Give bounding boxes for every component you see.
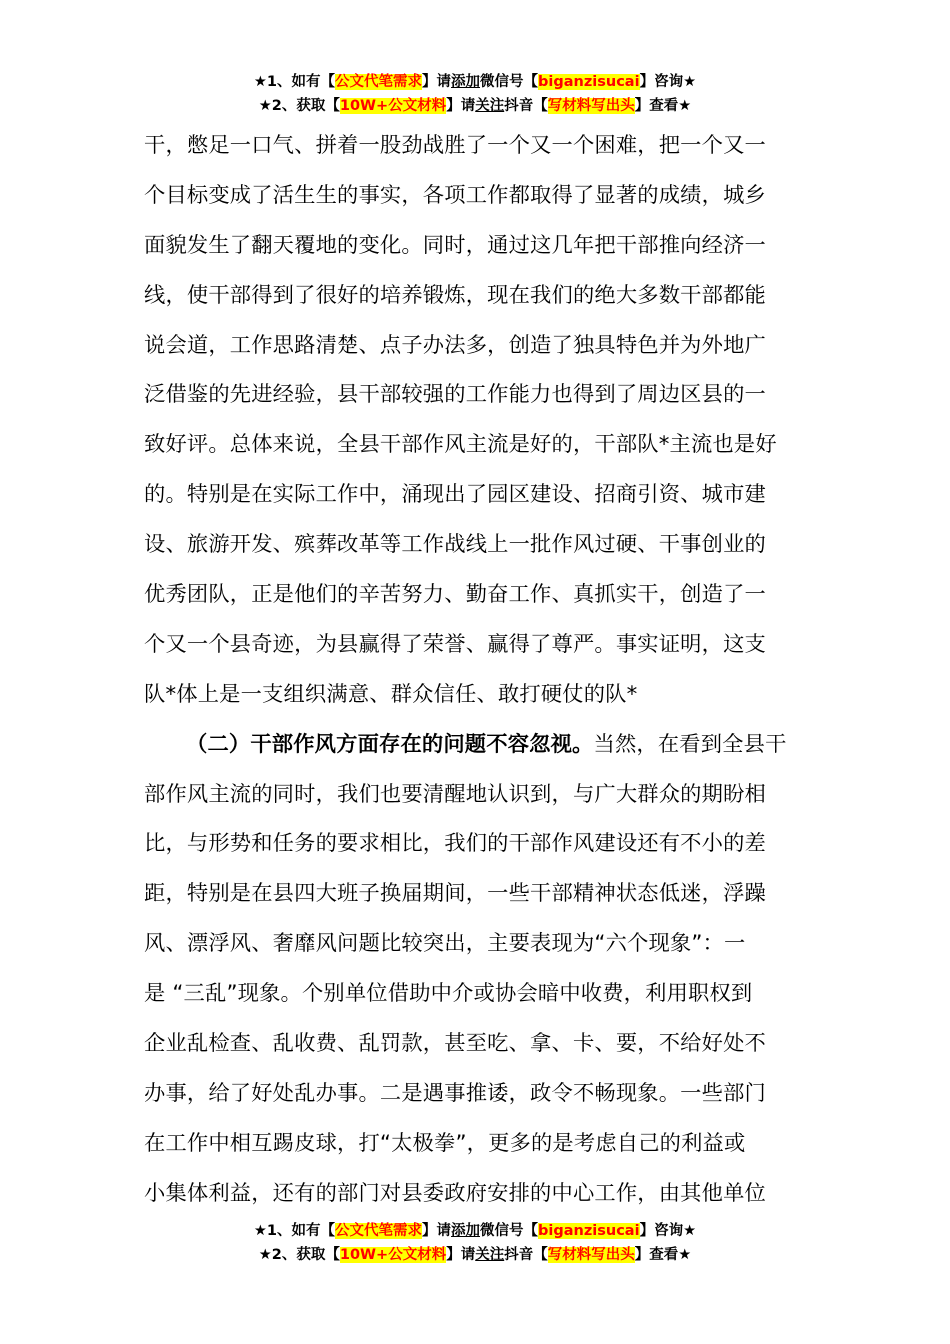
banner-text: 】请 bbox=[422, 74, 452, 90]
banner-highlight: 10W+公文材料 bbox=[339, 1247, 447, 1263]
banner-underlined: 关注 bbox=[475, 98, 505, 114]
body-line: 致好评。总体来说，全县干部作风主流是好的，干部队*主流也是好 bbox=[144, 432, 777, 458]
banner-text: 】请 bbox=[446, 98, 476, 114]
body-line: 距，特别是在县四大班子换届期间，一些干部精神状态低迷，浮躁 bbox=[144, 881, 766, 907]
body-line: 面貌发生了翻天覆地的变化。同时，通过这几年把干部推向经济一 bbox=[144, 232, 766, 258]
banner-highlight: 公文代笔需求 bbox=[335, 1223, 423, 1239]
banner-line-1 bbox=[0, 1219, 950, 1243]
banner-highlight: 10W+公文材料 bbox=[339, 98, 447, 114]
banner-line-1 bbox=[0, 70, 950, 94]
banner-text: 微信号【 bbox=[480, 1223, 539, 1239]
body-line: 干，憋足一口气、拼着一股劲战胜了一个又一个困难，把一个又一 bbox=[144, 133, 766, 158]
body-line: 企业乱检查、乱收费、乱罚款，甚至吃、拿、卡、要，不给好处不 bbox=[144, 1031, 766, 1057]
body-line: 是 “三乱”现象。个别单位借助中介或协会暗中收费，利用职权到 bbox=[144, 981, 753, 1007]
banner-text: 】请 bbox=[422, 1223, 452, 1239]
body-line: 小集体利益，还有的部门对县委政府安排的中心工作，由其他单位 bbox=[144, 1180, 766, 1206]
body-line: 说会道，工作思路清楚、点子办法多，创造了独具特色并为外地广 bbox=[144, 332, 766, 358]
banner-text: 】咨询★ bbox=[639, 74, 697, 90]
banner-douyin-name: 写材料写出头 bbox=[547, 98, 635, 114]
banner-text: ★1、如有【 bbox=[253, 1223, 336, 1239]
banner-line-2 bbox=[0, 94, 950, 118]
banner-text: ★2、获取【 bbox=[258, 1247, 340, 1263]
body-line: 风、漂浮风、奢靡风问题比较突出，主要表现为“六个现象”：一 bbox=[144, 931, 746, 957]
banner-text: 微信号【 bbox=[480, 74, 539, 90]
section-first-line bbox=[144, 720, 808, 770]
banner-text: 】咨询★ bbox=[639, 1223, 697, 1239]
banner-text: ★1、如有【 bbox=[253, 74, 336, 90]
banner-line-2 bbox=[0, 1243, 950, 1267]
banner-text: 】查看★ bbox=[634, 98, 692, 114]
body-line: 线，使干部得到了很好的培养锻炼，现在我们的绝大多数干部都能 bbox=[144, 282, 766, 308]
body-line: 在工作中相互踢皮球，打“太极拳”，更多的是考虑自己的利益或 bbox=[144, 1130, 746, 1156]
banner-text: 】查看★ bbox=[634, 1247, 692, 1263]
body-line: 队*体上是一支组织满意、群众信任、敢打硬仗的队* bbox=[144, 681, 638, 707]
banner-highlight: 公文代笔需求 bbox=[335, 74, 423, 90]
banner-text: 】请 bbox=[446, 1247, 476, 1263]
body-line: 的。特别是在实际工作中，涌现出了园区建设、招商引资、城市建 bbox=[144, 482, 766, 508]
banner-underlined: 添加 bbox=[451, 74, 481, 90]
body-line: 比，与形势和任务的要求相比，我们的干部作风建设还有不小的差 bbox=[144, 831, 766, 857]
banner-underlined: 关注 bbox=[475, 1247, 505, 1263]
body-line: 泛借鉴的先进经验，县干部较强的工作能力也得到了周边区县的一 bbox=[144, 382, 766, 408]
footer-banner bbox=[0, 1219, 950, 1267]
banner-douyin-name: 写材料写出头 bbox=[547, 1247, 635, 1263]
banner-underlined: 添加 bbox=[451, 1223, 481, 1239]
body-line: 办事，给了好处乱办事。二是遇事推诿，政令不畅现象。一些部门 bbox=[144, 1080, 766, 1106]
body-line: 部作风主流的同时，我们也要清醒地认识到，与广大群众的期盼相 bbox=[144, 781, 766, 807]
section-heading: （二）干部作风方面存在的问题不容忽视。 bbox=[186, 731, 594, 757]
body-line: 个又一个县奇迹，为县赢得了荣誉、赢得了尊严。事实证明，这支 bbox=[144, 631, 766, 657]
banner-text: 抖音【 bbox=[504, 1247, 548, 1263]
body-line: 优秀团队，正是他们的辛苦努力、勤奋工作、真抓实干，创造了一 bbox=[144, 582, 766, 608]
header-banner bbox=[0, 70, 950, 118]
body-line: 个目标变成了活生生的事实，各项工作都取得了显著的成绩，城乡 bbox=[144, 182, 766, 208]
banner-text: 抖音【 bbox=[504, 98, 548, 114]
banner-wechat-id: biganzisucai bbox=[538, 74, 640, 90]
body-line: 设、旅游开发、殡葬改革等工作战线上一批作风过硬、干事创业的 bbox=[144, 532, 766, 558]
banner-wechat-id: biganzisucai bbox=[538, 1223, 640, 1239]
document-body bbox=[144, 121, 808, 1219]
section-first-rest: 当然，在看到全县干 bbox=[593, 731, 787, 757]
banner-text: ★2、获取【 bbox=[258, 98, 340, 114]
